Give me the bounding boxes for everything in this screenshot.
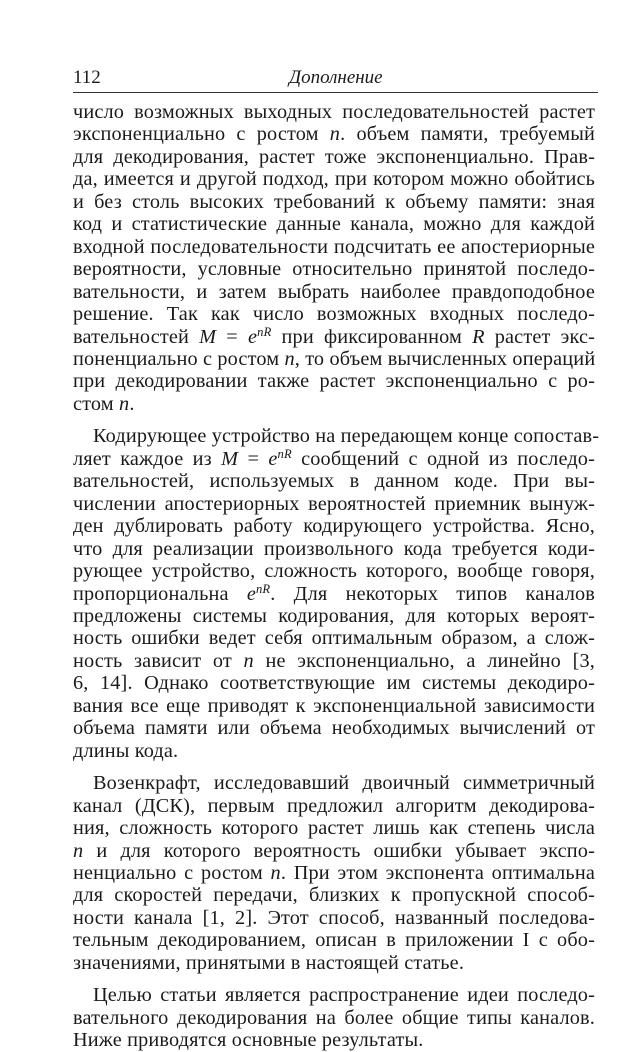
text-line: предложены системы кодирования, для которых вероят-: [73, 604, 595, 627]
text-line: ность зависит от n не экспоненциально, а линейно [3,: [73, 649, 595, 672]
text-line: объема памяти или объема необходимых вычислений от: [73, 717, 595, 740]
text-line: для скоростей передачи, близких к пропускной способ-: [73, 884, 595, 907]
text-line: вания все еще приводят к экспоненциальной зависимости: [73, 694, 595, 717]
text-line: код и статистические данные канала, можно для каждой: [73, 213, 595, 236]
text-line: Кодирующее устройство на передающем конце сопостав-: [93, 425, 600, 448]
text-line: ляет каждое из $M = e^{nR}$ сообщений с одной из последо-: [73, 446, 595, 470]
text-line: вательности, и затем выбрать наиболее правдоподобное: [73, 280, 595, 303]
header-rule: [73, 92, 598, 93]
text-line: Целью статьи является распространение идеи последо-: [93, 984, 595, 1007]
text-line: стом n.: [73, 392, 135, 415]
text-line: решение. Так как число возможных входных последо-: [73, 303, 595, 326]
running-head: [73, 64, 598, 90]
text-line: для декодирования, растет тоже экспоненциально. Прав-: [73, 145, 595, 168]
text-line: и без столь высоких требований к объему памяти: зная: [73, 190, 595, 213]
text-line: да, имеется и другой подход, при котором можно обойтись: [73, 168, 595, 191]
text-line: рующее устройство, сложность которого, вообще говоря,: [73, 560, 595, 583]
text-line: вательного декодирования на более общие типы каналов.: [73, 1006, 595, 1029]
text-line: канал (ДСК), первым предложил алгоритм декодирова-: [73, 794, 595, 817]
text-line: вероятности, условные относительно принятой последо-: [73, 258, 595, 281]
text-line: пропорциональна $e^{nR}$. Для некоторых типов каналов: [73, 581, 595, 605]
text-line: число возможных выходных последовательностей растет: [73, 101, 595, 123]
paragraph-3: [73, 772, 595, 974]
paragraph-2: [73, 425, 600, 762]
text-line: при декодировании также растет экспоненциально с ро-: [73, 370, 595, 393]
text-line: Возенкрафт, исследовавший двоичный симметричный: [93, 772, 595, 795]
section-title: Дополнение: [289, 67, 383, 88]
text-line: поненциально с ростом n, то объем вычисленных операций: [73, 347, 596, 370]
text-line: n и для которого вероятность ошибки убывает экспо-: [73, 839, 595, 862]
text-line: числении апостериорных вероятностей приемник вынуж-: [73, 492, 595, 515]
text-line: что для реализации произвольного кода требуется коди-: [73, 537, 595, 560]
text-line: ден дублировать работу кодирующего устройства. Ясно,: [73, 515, 595, 538]
text-line: ность ошибки ведет себя оптимальным образом, а слож-: [73, 627, 595, 650]
paragraph-1: [73, 101, 595, 415]
text-line: тельным декодированием, описан в приложении I с обо-: [73, 929, 595, 952]
text-line: экспоненциально с ростом n. объем памяти, требуемый: [73, 123, 595, 146]
text-line: входной последовательности подсчитать ее апостериорные: [73, 235, 595, 258]
paragraph-4: [73, 984, 595, 1051]
text-line: длины кода.: [73, 739, 179, 762]
text-line: ности канала [1, 2]. Этот способ, названный последова-: [73, 906, 595, 929]
text-line: 6, 14]. Однако соответствующие им системы декодиро-: [73, 672, 595, 695]
page-number: 112: [73, 67, 101, 88]
text-line: значениями, принятыми в настоящей статье.: [73, 951, 465, 974]
text-line: ния, сложность которого растет лишь как степень числа: [73, 817, 595, 840]
text-line: Ниже приводятся основные результаты.: [73, 1029, 424, 1052]
text-line: вательностей, используемых в данном коде. При вы-: [73, 470, 595, 493]
body-text: [73, 101, 600, 1052]
text-line: ненциально с ростом n. При этом экспонента оптимальна: [73, 861, 595, 884]
text-line: вательностей $M = e^{nR}$ при фиксированном R растет экс-: [73, 324, 596, 348]
